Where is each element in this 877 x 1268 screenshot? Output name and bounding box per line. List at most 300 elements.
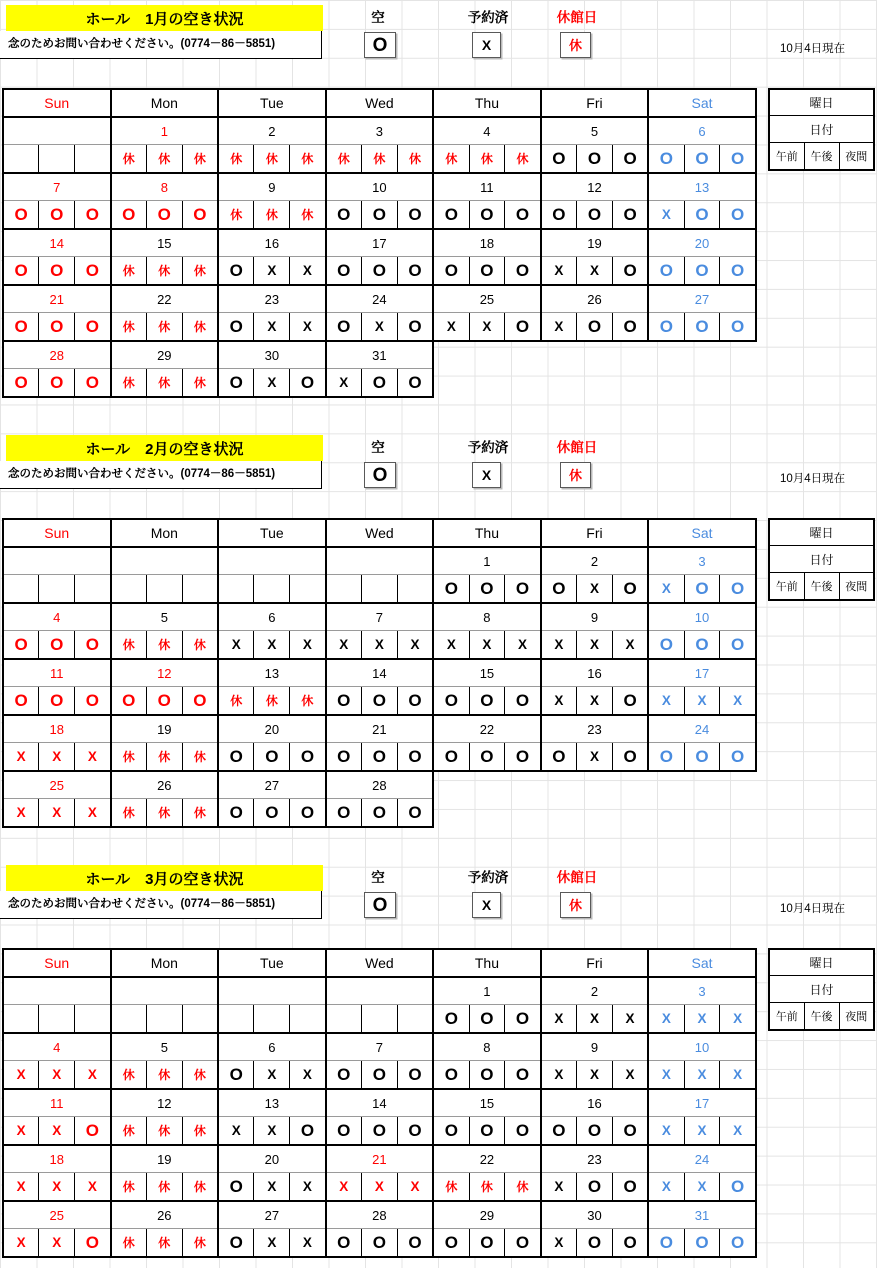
date-cell: 18	[3, 1145, 111, 1173]
empty-area	[469, 369, 505, 398]
slot-cell: O	[75, 313, 111, 342]
empty-area	[612, 799, 648, 828]
empty-area	[541, 799, 577, 828]
slot-cell: O	[612, 1117, 648, 1146]
slot-cell: X	[39, 1229, 75, 1258]
slot-cell: 休	[182, 1061, 218, 1090]
date-cell: 5	[541, 117, 649, 145]
slot-cell: 休	[290, 687, 326, 716]
slot-cell: O	[648, 313, 684, 342]
slot-cell: X	[3, 743, 39, 772]
slot-cell: O	[397, 799, 433, 828]
weekday-header-thu: Thu	[433, 519, 541, 547]
date-cell: 28	[326, 771, 434, 799]
date-cell: 17	[648, 659, 756, 687]
slot-cell: O	[290, 1117, 326, 1146]
as-of-date: 10月4日現在	[780, 473, 846, 485]
date-cell: 8	[111, 173, 219, 201]
legend-reserved-symbol: X	[472, 892, 501, 918]
slot-cell: O	[577, 1173, 613, 1202]
date-cell: 14	[3, 229, 111, 257]
slot-cell: O	[505, 1117, 541, 1146]
slot-cell: O	[397, 1117, 433, 1146]
date-cell: 17	[648, 1089, 756, 1117]
slot-cell: O	[577, 201, 613, 230]
empty-area	[433, 369, 469, 398]
weekday-header-wed: Wed	[326, 89, 434, 117]
slot-cell: O	[397, 257, 433, 286]
month-section-2	[0, 432, 877, 836]
empty-area	[433, 341, 541, 369]
slot-cell: X	[254, 631, 290, 660]
slot-cell: 休	[146, 799, 182, 828]
slot-cell: 休	[146, 631, 182, 660]
slot-cell: X	[684, 687, 720, 716]
slot-cell: O	[39, 313, 75, 342]
slot-cell: O	[75, 1229, 111, 1258]
slot-cell: O	[75, 201, 111, 230]
slot-cell: O	[541, 743, 577, 772]
slot-cell: O	[290, 369, 326, 398]
date-cell: 27	[218, 1201, 326, 1229]
slot-cell: O	[433, 201, 469, 230]
slot-cell: O	[612, 313, 648, 342]
date-cell: 30	[218, 341, 326, 369]
slot-cell	[361, 1005, 397, 1034]
slot-cell: 休	[254, 687, 290, 716]
slot-cell: X	[290, 1061, 326, 1090]
slot-cell	[75, 1005, 111, 1034]
slot-cell: 休	[326, 145, 362, 174]
slot-cell: X	[254, 257, 290, 286]
slot-cell: O	[469, 743, 505, 772]
slot-cell: O	[577, 313, 613, 342]
legend-vacant-symbol: O	[364, 892, 396, 918]
weekday-header-tue: Tue	[218, 949, 326, 977]
slot-cell: O	[111, 201, 147, 230]
slot-cell: 休	[111, 799, 147, 828]
slot-cell: X	[720, 1005, 756, 1034]
date-cell: 12	[541, 173, 649, 201]
date-cell: 15	[111, 229, 219, 257]
slot-cell: O	[75, 631, 111, 660]
date-cell: 24	[648, 1145, 756, 1173]
date-cell: 12	[111, 1089, 219, 1117]
legend-vacant-label: 空	[371, 10, 385, 25]
slot-cell: X	[577, 1005, 613, 1034]
contact-note: 念のためお問い合わせください。(0774－86－5851)	[0, 461, 322, 489]
weekday-header-mon: Mon	[111, 89, 219, 117]
slot-cell: X	[648, 1005, 684, 1034]
date-cell: 12	[111, 659, 219, 687]
slot-cell: O	[39, 201, 75, 230]
month-section-3	[0, 862, 877, 1266]
date-cell: 21	[326, 715, 434, 743]
date-cell	[3, 977, 111, 1005]
weekday-header-sun: Sun	[3, 89, 111, 117]
empty-area	[505, 369, 541, 398]
date-cell	[326, 977, 434, 1005]
slot-cell: O	[75, 1117, 111, 1146]
weekday-header-fri: Fri	[541, 89, 649, 117]
date-cell: 4	[3, 603, 111, 631]
legend-reserved-label: 予約済	[467, 10, 509, 25]
empty-area	[684, 369, 720, 398]
empty-area	[648, 369, 684, 398]
date-cell: 16	[541, 1089, 649, 1117]
slot-cell	[326, 1005, 362, 1034]
slot-cell	[3, 575, 39, 604]
legend-vacant-label: 空	[371, 870, 385, 885]
slot-cell: O	[290, 743, 326, 772]
slot-cell: 休	[111, 1229, 147, 1258]
slot-cell: O	[397, 687, 433, 716]
slot-cell: O	[577, 145, 613, 174]
date-cell: 26	[111, 771, 219, 799]
date-cell: 14	[326, 659, 434, 687]
slot-cell: X	[75, 743, 111, 772]
month-title-text: ホール 2月の空き状況	[85, 440, 244, 458]
slot-cell: X	[648, 1173, 684, 1202]
slot-cell: O	[3, 313, 39, 342]
date-cell: 7	[326, 1033, 434, 1061]
legend-closed-symbol: 休	[560, 892, 591, 918]
slot-cell: X	[290, 631, 326, 660]
slot-cell: O	[39, 631, 75, 660]
legend-vacant-symbol: O	[364, 32, 396, 58]
date-cell	[3, 117, 111, 145]
slot-cell	[290, 575, 326, 604]
slot-cell: X	[3, 799, 39, 828]
slot-cell: X	[577, 575, 613, 604]
slot-cell	[39, 145, 75, 174]
empty-area	[541, 771, 649, 799]
legend-reserved-symbol: X	[472, 462, 501, 488]
slot-cell: O	[218, 799, 254, 828]
slot-cell: X	[75, 799, 111, 828]
month-title-text: ホール 3月の空き状況	[85, 870, 244, 888]
slot-cell: O	[612, 145, 648, 174]
slot-cell: O	[612, 743, 648, 772]
empty-area	[469, 799, 505, 828]
date-cell: 17	[326, 229, 434, 257]
slot-cell: X	[290, 1173, 326, 1202]
slot-cell: O	[469, 201, 505, 230]
side-weekday-label: 曜日	[769, 949, 874, 976]
slot-cell: X	[39, 1117, 75, 1146]
slot-cell: O	[326, 1229, 362, 1258]
slot-cell: X	[684, 1117, 720, 1146]
date-cell: 2	[541, 547, 649, 575]
slot-cell: O	[218, 1229, 254, 1258]
slot-cell: X	[326, 631, 362, 660]
slot-cell: O	[3, 257, 39, 286]
slot-cell: O	[433, 743, 469, 772]
date-cell: 23	[541, 715, 649, 743]
slot-cell: O	[720, 257, 756, 286]
date-cell: 19	[111, 1145, 219, 1173]
slot-cell: X	[648, 575, 684, 604]
side-slot-label-1: 午後	[804, 1003, 839, 1031]
slot-cell: 休	[218, 145, 254, 174]
date-cell: 10	[326, 173, 434, 201]
slot-cell: O	[541, 575, 577, 604]
slot-cell: O	[146, 687, 182, 716]
slot-cell: 休	[469, 1173, 505, 1202]
slot-cell: X	[3, 1229, 39, 1258]
date-cell: 10	[648, 603, 756, 631]
slot-cell: O	[75, 687, 111, 716]
date-cell: 9	[541, 1033, 649, 1061]
slot-cell: X	[541, 1005, 577, 1034]
slot-cell: X	[612, 631, 648, 660]
slot-cell: O	[39, 257, 75, 286]
slot-cell: X	[684, 1173, 720, 1202]
empty-area	[433, 799, 469, 828]
date-cell: 29	[111, 341, 219, 369]
slot-cell: X	[3, 1061, 39, 1090]
slot-cell: O	[3, 201, 39, 230]
availability-calendar	[2, 518, 757, 828]
slot-cell: O	[612, 687, 648, 716]
slot-cell: X	[326, 369, 362, 398]
date-cell: 16	[218, 229, 326, 257]
date-cell: 28	[326, 1201, 434, 1229]
side-slot-label-2: 夜間	[839, 573, 874, 601]
slot-cell	[39, 1005, 75, 1034]
slot-cell: O	[111, 687, 147, 716]
slot-cell: X	[218, 631, 254, 660]
slot-cell: X	[684, 1005, 720, 1034]
slot-cell: O	[433, 1117, 469, 1146]
slot-cell: O	[505, 201, 541, 230]
empty-area	[684, 799, 720, 828]
date-cell: 26	[111, 1201, 219, 1229]
slot-cell: O	[684, 743, 720, 772]
slot-cell: O	[648, 257, 684, 286]
empty-area	[541, 369, 577, 398]
slot-cell: X	[361, 631, 397, 660]
empty-area	[720, 369, 756, 398]
side-date-label: 日付	[769, 546, 874, 573]
slot-cell: X	[720, 687, 756, 716]
slot-cell: X	[254, 1173, 290, 1202]
slot-cell: O	[684, 631, 720, 660]
date-cell: 2	[541, 977, 649, 1005]
weekday-header-mon: Mon	[111, 519, 219, 547]
legend-closed-label: 休館日	[556, 10, 598, 25]
date-cell: 9	[541, 603, 649, 631]
date-cell: 3	[648, 977, 756, 1005]
slot-cell: X	[39, 1061, 75, 1090]
slot-cell: O	[218, 1173, 254, 1202]
date-cell: 18	[3, 715, 111, 743]
date-cell: 6	[218, 603, 326, 631]
side-date-label: 日付	[769, 976, 874, 1003]
weekday-header-fri: Fri	[541, 949, 649, 977]
date-cell: 19	[111, 715, 219, 743]
date-cell: 18	[433, 229, 541, 257]
slot-cell	[3, 1005, 39, 1034]
slot-cell: O	[361, 743, 397, 772]
slot-cell: X	[577, 631, 613, 660]
date-cell: 15	[433, 1089, 541, 1117]
slot-cell: 休	[146, 1173, 182, 1202]
date-cell: 8	[433, 1033, 541, 1061]
slot-cell: 休	[290, 201, 326, 230]
date-cell: 26	[541, 285, 649, 313]
side-weekday-label: 曜日	[769, 519, 874, 546]
date-cell: 13	[218, 659, 326, 687]
slot-cell: O	[218, 1061, 254, 1090]
slot-cell: 休	[111, 1117, 147, 1146]
slot-cell: X	[612, 1005, 648, 1034]
slot-cell: 休	[469, 145, 505, 174]
slot-cell: X	[39, 1173, 75, 1202]
slot-cell: 休	[182, 799, 218, 828]
slot-cell: X	[505, 631, 541, 660]
slot-cell: 休	[254, 201, 290, 230]
slot-cell: 休	[111, 743, 147, 772]
slot-cell: 休	[182, 743, 218, 772]
date-cell: 31	[326, 341, 434, 369]
slot-cell: O	[469, 1061, 505, 1090]
slot-cell: O	[433, 1229, 469, 1258]
month-section-1	[0, 2, 877, 406]
slot-cell: O	[433, 1005, 469, 1034]
slot-cell: 休	[505, 1173, 541, 1202]
month-title-text: ホール 1月の空き状況	[85, 10, 244, 28]
slot-cell: O	[361, 369, 397, 398]
slot-cell: 休	[146, 313, 182, 342]
slot-cell: X	[254, 1117, 290, 1146]
date-cell	[218, 977, 326, 1005]
legend-reserved-label: 予約済	[467, 870, 509, 885]
slot-cell: O	[397, 369, 433, 398]
date-cell: 3	[648, 547, 756, 575]
contact-note: 念のためお問い合わせください。(0774－86－5851)	[0, 31, 322, 59]
slot-cell: O	[469, 1117, 505, 1146]
slot-cell	[290, 1005, 326, 1034]
slot-cell: O	[648, 743, 684, 772]
weekday-header-sun: Sun	[3, 949, 111, 977]
slot-cell: O	[397, 1061, 433, 1090]
slot-cell: X	[577, 743, 613, 772]
slot-cell: X	[541, 687, 577, 716]
date-cell: 22	[433, 1145, 541, 1173]
slot-cell: X	[648, 1061, 684, 1090]
slot-cell: O	[3, 369, 39, 398]
date-cell: 13	[218, 1089, 326, 1117]
slot-cell: 休	[397, 145, 433, 174]
slot-cell: X	[290, 313, 326, 342]
empty-area	[648, 341, 756, 369]
weekday-header-thu: Thu	[433, 89, 541, 117]
slot-cell: O	[361, 201, 397, 230]
slot-cell	[39, 575, 75, 604]
weekday-header-sat: Sat	[648, 519, 756, 547]
date-cell: 15	[433, 659, 541, 687]
slot-cell: X	[720, 1117, 756, 1146]
weekday-header-thu: Thu	[433, 949, 541, 977]
side-slot-label-2: 夜間	[839, 1003, 874, 1031]
slot-cell: O	[577, 1229, 613, 1258]
slot-cell: O	[75, 257, 111, 286]
slot-cell: X	[254, 1229, 290, 1258]
legend-vacant-symbol: O	[364, 462, 396, 488]
weekday-header-fri: Fri	[541, 519, 649, 547]
slot-cell	[326, 575, 362, 604]
slot-cell: O	[648, 631, 684, 660]
slot-cell: O	[720, 743, 756, 772]
slot-cell: O	[3, 631, 39, 660]
slot-cell: 休	[111, 313, 147, 342]
date-cell: 23	[541, 1145, 649, 1173]
slot-cell: X	[433, 631, 469, 660]
slot-cell: 休	[111, 1173, 147, 1202]
date-cell: 4	[433, 117, 541, 145]
weekday-header-sat: Sat	[648, 89, 756, 117]
date-cell: 1	[433, 547, 541, 575]
slot-cell	[75, 145, 111, 174]
slot-cell: 休	[505, 145, 541, 174]
slot-cell: X	[361, 313, 397, 342]
slot-cell: X	[541, 1173, 577, 1202]
slot-cell: O	[505, 1229, 541, 1258]
slot-cell: O	[577, 1117, 613, 1146]
slot-cell	[111, 575, 147, 604]
date-cell: 21	[3, 285, 111, 313]
date-cell: 24	[326, 285, 434, 313]
slot-cell: O	[684, 201, 720, 230]
date-cell: 10	[648, 1033, 756, 1061]
side-slot-label-0: 午前	[769, 1003, 804, 1031]
slot-cell: 休	[182, 257, 218, 286]
slot-cell: O	[182, 687, 218, 716]
weekday-header-tue: Tue	[218, 89, 326, 117]
slot-cell: X	[433, 313, 469, 342]
date-cell: 22	[111, 285, 219, 313]
slot-cell: X	[397, 1173, 433, 1202]
slot-cell	[75, 575, 111, 604]
slot-cell: O	[720, 631, 756, 660]
date-cell	[326, 547, 434, 575]
legend-reserved-label: 予約済	[467, 440, 509, 455]
slot-cell: O	[397, 201, 433, 230]
date-cell: 20	[648, 229, 756, 257]
slot-cell: X	[720, 1061, 756, 1090]
slot-cell: X	[469, 313, 505, 342]
side-date-label: 日付	[769, 116, 874, 143]
slot-cell	[254, 575, 290, 604]
slot-cell: O	[612, 1173, 648, 1202]
slot-cell	[146, 1005, 182, 1034]
date-cell: 20	[218, 715, 326, 743]
availability-calendar	[2, 88, 757, 398]
slot-cell: X	[39, 799, 75, 828]
weekday-header-wed: Wed	[326, 949, 434, 977]
slot-cell: O	[3, 687, 39, 716]
slot-cell: O	[469, 1229, 505, 1258]
slot-cell: O	[218, 257, 254, 286]
slot-cell: O	[39, 369, 75, 398]
date-cell: 25	[3, 771, 111, 799]
slot-cell: O	[541, 145, 577, 174]
slot-cell: O	[397, 1229, 433, 1258]
side-legend	[768, 88, 875, 171]
date-cell: 2	[218, 117, 326, 145]
slot-cell: 休	[182, 145, 218, 174]
